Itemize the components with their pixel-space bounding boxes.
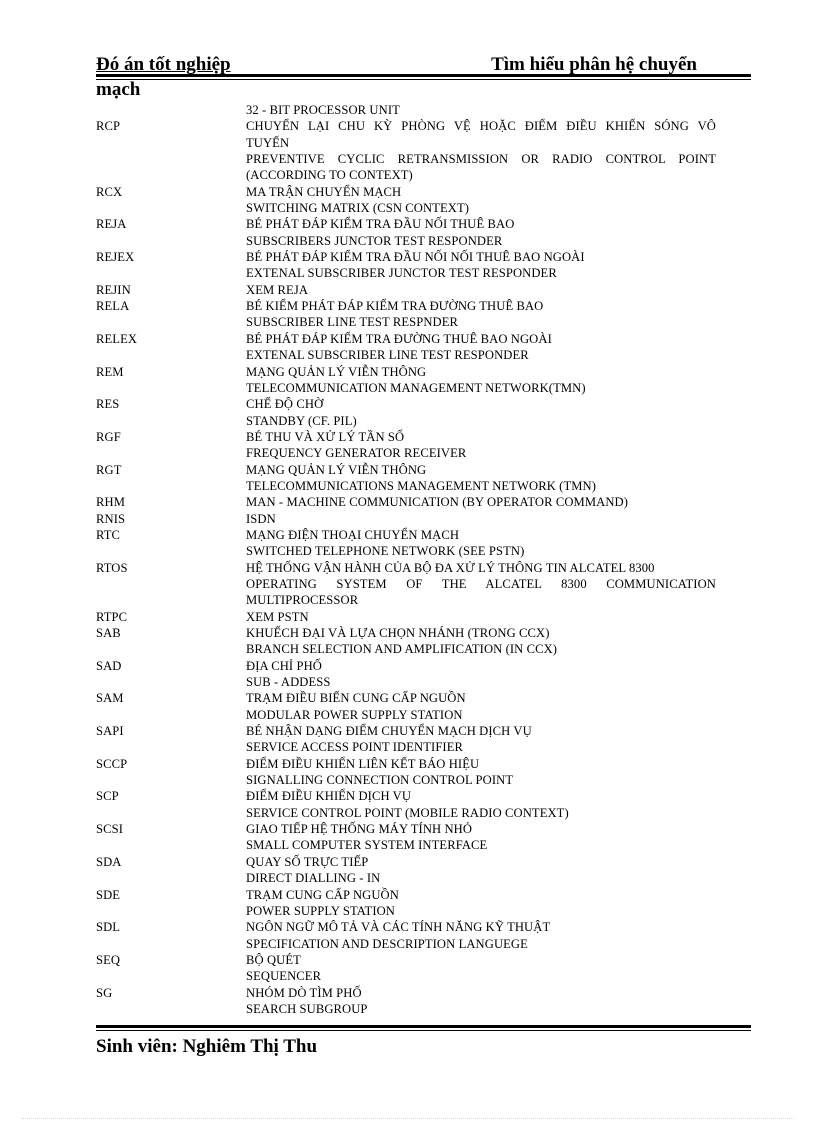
description-line: TELECOMMUNICATIONS MANAGEMENT NETWORK (TMN) xyxy=(246,478,597,493)
description-line: DIRECT DIALLING - IN xyxy=(246,871,381,886)
entry-description xyxy=(246,511,716,527)
entry-description xyxy=(246,494,716,510)
description-line: ĐỊA CHỈ PHỐ xyxy=(246,658,322,673)
entry-description xyxy=(246,625,716,658)
description-line: MULTIPROCESSOR xyxy=(246,593,359,608)
entry-abbreviation: RHM xyxy=(96,495,125,510)
glossary-entry xyxy=(96,788,716,821)
entry-abbreviation: RCP xyxy=(96,119,121,134)
description-line: TRẠM CUNG CẤP NGUỒN xyxy=(246,887,399,902)
description-line: ĐIỂM ĐIỀU KHIỂN LIÊN KẾT BÁO HIỆU xyxy=(246,756,480,771)
glossary-entry xyxy=(96,609,716,625)
entry-description xyxy=(246,364,716,397)
description-line: 32 - BIT PROCESSOR UNIT xyxy=(246,103,400,117)
description-line: FREQUENCY GENERATOR RECEIVER xyxy=(246,446,467,461)
entry-abbreviation: SDL xyxy=(96,920,121,935)
entry-abbreviation: RELEX xyxy=(96,331,138,346)
entry-description xyxy=(246,756,716,789)
entry-abbreviation: SAM xyxy=(96,691,124,706)
entry-abbreviation: RGF xyxy=(96,429,121,444)
description-line: BÉ PHÁT ĐÁP KIỂM TRA ĐẦU NỐI NỐI THUÊ BAO NGOÀI xyxy=(246,250,585,265)
header-title-continuation: mạch xyxy=(96,79,141,100)
glossary-entry xyxy=(96,952,716,985)
entry-abbreviation: RTOS xyxy=(96,560,128,575)
description-line: POWER SUPPLY STATION xyxy=(246,903,396,918)
description-line: XEM REJA xyxy=(246,282,309,297)
entry-description xyxy=(246,118,716,183)
description-line: KHUẾCH ĐẠI VÀ LỰA CHỌN NHÁNH (TRONG CCX) xyxy=(246,626,550,640)
entry-abbreviation: REM xyxy=(96,364,124,379)
glossary-entry xyxy=(96,429,716,462)
glossary-entry xyxy=(96,756,716,789)
entry-description xyxy=(246,658,716,691)
description-line: SEQUENCER xyxy=(246,969,322,984)
entry-description xyxy=(246,429,716,462)
description-line: NHÓM DÒ TÌM PHỐ xyxy=(246,985,362,1000)
description-line: (ACCORDING TO CONTEXT) xyxy=(246,168,413,183)
description-line: BÉ PHÁT ĐÁP KIỂM TRA ĐƯỜNG THUÊ BAO NGOÀI xyxy=(246,331,552,346)
description-line: BÉ NHẬN DẠNG ĐIỂM CHUYỂN MẠCH DỊCH VỤ xyxy=(246,724,532,739)
glossary-entry xyxy=(96,118,716,183)
entry-description xyxy=(246,609,716,625)
glossary-entry xyxy=(96,462,716,495)
entry-abbreviation xyxy=(96,102,246,118)
description-line: STANDBY (CF. PIL) xyxy=(246,413,357,428)
entry-description xyxy=(246,249,716,282)
glossary-entry xyxy=(96,102,716,118)
description-line: BÉ THU VÀ XỬ LÝ TẦN SỐ xyxy=(246,429,405,444)
description-line: SUBSCRIBERS JUNCTOR TEST RESPONDER xyxy=(246,233,503,248)
description-line: MẠNG ĐIỆN THOẠI CHUYỂN MẠCH xyxy=(246,527,460,542)
glossary-list xyxy=(96,102,716,1017)
glossary-entry xyxy=(96,625,716,658)
description-line: BRANCH SELECTION AND AMPLIFICATION (IN CCX) xyxy=(246,642,558,657)
glossary-entry xyxy=(96,298,716,331)
entry-abbreviation: REJEX xyxy=(96,250,135,265)
glossary-entry xyxy=(96,821,716,854)
entry-abbreviation: RGT xyxy=(96,462,122,477)
description-line: SUBSCRIBER LINE TEST RESPNDER xyxy=(246,315,459,330)
description-line: CHẾ ĐỘ CHỜ xyxy=(246,397,324,412)
entry-abbreviation: SDA xyxy=(96,854,122,869)
glossary-entry xyxy=(96,494,716,510)
entry-abbreviation: RNIS xyxy=(96,511,126,526)
glossary-entry xyxy=(96,282,716,298)
glossary-entry xyxy=(96,985,716,1018)
entry-abbreviation: RCX xyxy=(96,184,123,199)
entry-description xyxy=(246,184,716,217)
glossary-entry xyxy=(96,887,716,920)
description-line: CHUYỂN LẠI CHU KỲ PHÒNG VỆ HOẶC ĐIỂM ĐIỀU KHIỂN SÓNG VÔ xyxy=(246,119,716,134)
entry-abbreviation: RES xyxy=(96,397,120,412)
description-line: BỘ QUÉT xyxy=(246,952,301,967)
description-line: BÉ KIỂM PHÁT ĐÁP KIỂM TRA ĐƯỜNG THUÊ BAO xyxy=(246,299,544,314)
description-line: MAN - MACHINE COMMUNICATION (BY OPERATOR COMMAND) xyxy=(246,495,629,510)
description-line: EXTENAL SUBSCRIBER JUNCTOR TEST RESPONDER xyxy=(246,266,557,281)
description-line: SPECIFICATION AND DESCRIPTION LANGUEGE xyxy=(246,936,528,951)
glossary-entry xyxy=(96,396,716,429)
header-title-left: Đó án tốt nghiệp xyxy=(96,54,231,75)
description-line: SWITCHING MATRIX (CSN CONTEXT) xyxy=(246,201,470,216)
description-line: PREVENTIVE CYCLIC RETRANSMISSION OR RADIO CONTROL POINT xyxy=(246,152,716,167)
description-line: SWITCHED TELEPHONE NETWORK (SEE PSTN) xyxy=(246,544,525,559)
footer-student-name: Sinh viên: Nghiêm Thị Thu xyxy=(96,1036,318,1057)
entry-description xyxy=(246,331,716,364)
entry-description xyxy=(246,985,716,1018)
description-line: EXTENAL SUBSCRIBER LINE TEST RESPONDER xyxy=(246,348,529,363)
glossary-entry xyxy=(96,184,716,217)
entry-abbreviation: SCCP xyxy=(96,756,128,771)
glossary-entry xyxy=(96,511,716,527)
glossary-entry xyxy=(96,919,716,952)
description-line: XEM PSTN xyxy=(246,609,309,624)
entry-description xyxy=(246,854,716,887)
entry-description xyxy=(246,560,716,609)
description-line: TUYẾN xyxy=(246,135,290,150)
glossary-entry xyxy=(96,331,716,364)
description-line: NGÔN NGỮ MÔ TẢ VÀ CÁC TÍNH NĂNG KỸ THUẬT xyxy=(246,920,551,935)
glossary-entry xyxy=(96,216,716,249)
entry-description xyxy=(246,527,716,560)
glossary-entry xyxy=(96,854,716,887)
description-line: QUAY SỐ TRỰC TIẾP xyxy=(246,854,369,869)
entry-description xyxy=(246,462,716,495)
entry-description xyxy=(246,723,716,756)
page-edge xyxy=(22,1118,794,1119)
entry-abbreviation: SDE xyxy=(96,887,121,902)
entry-abbreviation: REJIN xyxy=(96,282,131,297)
description-line: MẠNG QUẢN LÝ VIỄN THÔNG xyxy=(246,462,427,477)
entry-description xyxy=(246,282,716,298)
header-title-right: Tìm hiểu phân hệ chuyển xyxy=(491,54,697,75)
entry-abbreviation: SAPI xyxy=(96,724,124,739)
entry-abbreviation: SAD xyxy=(96,658,122,673)
entry-description xyxy=(246,919,716,952)
glossary-entry xyxy=(96,560,716,609)
entry-abbreviation: SEQ xyxy=(96,952,121,967)
entry-description xyxy=(246,821,716,854)
entry-description xyxy=(246,952,716,985)
description-line: MODULAR POWER SUPPLY STATION xyxy=(246,707,463,722)
entry-abbreviation: RELA xyxy=(96,299,130,314)
header-rule-thick xyxy=(96,74,751,77)
entry-abbreviation: RTPC xyxy=(96,609,128,624)
entry-description xyxy=(246,690,716,723)
description-line: TELECOMMUNICATION MANAGEMENT NETWORK(TMN) xyxy=(246,380,586,395)
header-rule-thin xyxy=(96,79,751,80)
description-line: SUB - ADDESS xyxy=(246,675,331,690)
entry-description xyxy=(246,102,716,118)
glossary-entry xyxy=(96,364,716,397)
description-line: GIAO TIẾP HỆ THỐNG MÁY TÍNH NHỎ xyxy=(246,822,473,837)
footer-rule-thick xyxy=(96,1025,751,1028)
entry-abbreviation: RTC xyxy=(96,527,121,542)
entry-description xyxy=(246,298,716,331)
entry-description xyxy=(246,788,716,821)
footer-rule-thin xyxy=(96,1030,751,1031)
glossary-entry xyxy=(96,658,716,691)
entry-abbreviation: REJA xyxy=(96,217,127,232)
glossary-entry xyxy=(96,527,716,560)
entry-abbreviation: SG xyxy=(96,985,113,1000)
entry-description xyxy=(246,396,716,429)
description-line: SERVICE CONTROL POINT (MOBILE RADIO CONTEXT) xyxy=(246,805,569,820)
description-line: ISDN xyxy=(246,511,276,526)
description-line: SIGNALLING CONNECTION CONTROL POINT xyxy=(246,773,514,788)
description-line: ĐIỂM ĐIỀU KHIỂN DỊCH VỤ xyxy=(246,789,412,804)
entry-description xyxy=(246,887,716,920)
description-line: SMALL COMPUTER SYSTEM INTERFACE xyxy=(246,838,488,853)
description-line: BÉ PHÁT ĐÁP KIỂM TRA ĐẦU NỐI THUÊ BAO xyxy=(246,217,515,232)
description-line: TRẠM ĐIỀU BIẾN CUNG CẤP NGUỒN xyxy=(246,691,466,706)
entry-abbreviation: SCSI xyxy=(96,822,124,837)
entry-abbreviation: SCP xyxy=(96,789,119,804)
description-line: MA TRẬN CHUYỂN MẠCH xyxy=(246,184,402,199)
glossary-entry xyxy=(96,249,716,282)
glossary-entry xyxy=(96,690,716,723)
description-line: MẠNG QUẢN LÝ VIỄN THÔNG xyxy=(246,364,427,379)
description-line: SEARCH SUBGROUP xyxy=(246,1001,368,1016)
description-line: SERVICE ACCESS POINT IDENTIFIER xyxy=(246,740,464,755)
entry-abbreviation: SAB xyxy=(96,626,121,640)
description-line: OPERATING SYSTEM OF THE ALCATEL 8300 COMMUNICATION xyxy=(246,576,716,591)
entry-description xyxy=(246,216,716,249)
glossary-entry xyxy=(96,723,716,756)
description-line: HỆ THỐNG VẬN HÀNH CỦA BỘ ĐA XỬ LÝ THÔNG TIN ALCATEL 8300 xyxy=(246,560,655,575)
